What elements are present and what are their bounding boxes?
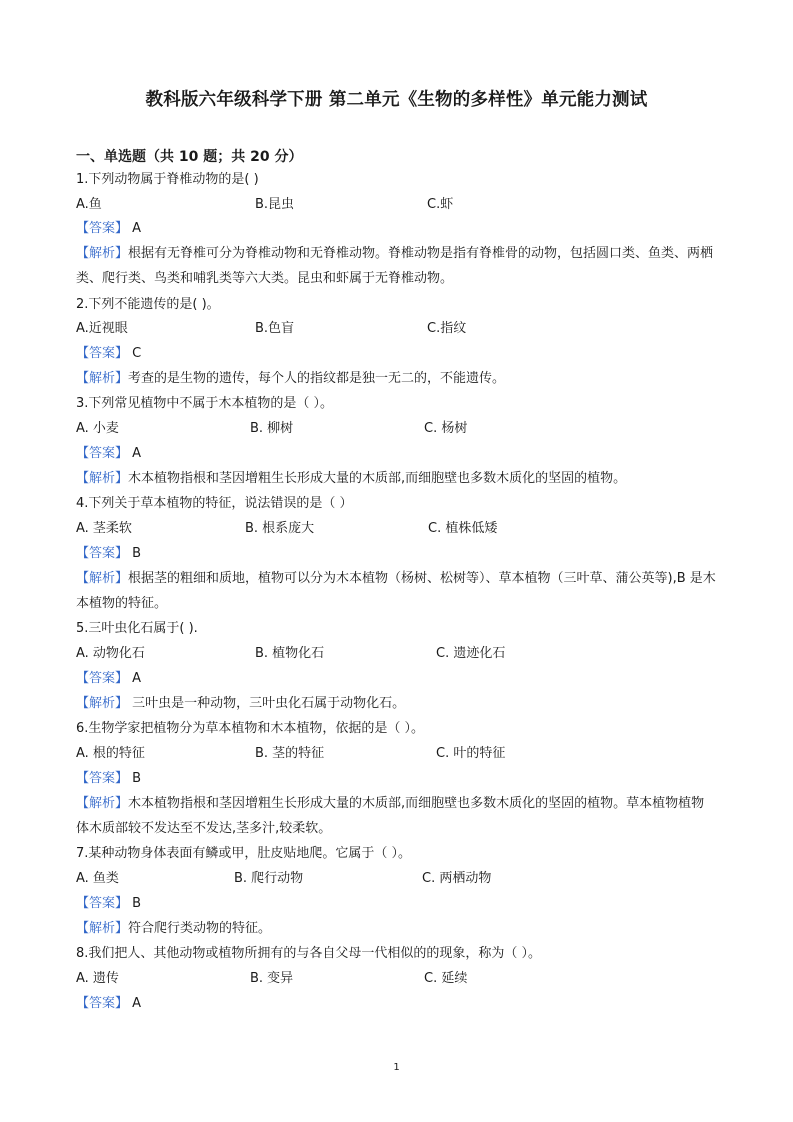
analysis-tag: 【解析】	[76, 921, 129, 936]
answer-tag: 【答案】	[76, 671, 129, 686]
answer-tag: 【答案】	[76, 546, 129, 561]
q3-answer: 【答案】 A	[76, 446, 142, 461]
q6-answer: 【答案】 B	[76, 771, 142, 786]
q1-analysis: 【解析】根据有无脊椎可分为脊椎动物和无脊椎动物。脊椎动物是指有脊椎骨的动物，包括圆口类、鱼类、两栖类、爬行类、鸟类和哺乳类等六大类。昆虫和虾属于无脊椎动物。	[76, 246, 714, 286]
q8-answer: 【答案】 A	[76, 996, 142, 1011]
answer-tag: 【答案】	[76, 221, 129, 236]
question-1: 1.下列动物属于脊椎动物的是( )	[76, 172, 259, 187]
q1-option-b: B.昆虫	[255, 197, 295, 212]
q5-option-b: B. 植物化石	[255, 646, 325, 661]
q1-option-a: A.鱼	[76, 197, 102, 212]
analysis-tag: 【解析】	[76, 571, 129, 586]
q3-analysis: 【解析】木本植物指根和茎因增粗生长形成大量的木质部,而细胞壁也多数木质化的坚固的植物。	[76, 471, 627, 486]
q7-answer: 【答案】 B	[76, 896, 142, 911]
q2-analysis: 【解析】考查的是生物的遗传，每个人的指纹都是独一无二的，不能遗传。	[76, 371, 506, 386]
q7-option-b: B. 爬行动物	[234, 871, 304, 886]
analysis-tag: 【解析】	[76, 471, 129, 486]
answer-tag: 【答案】	[76, 346, 129, 361]
q3-option-c: C. 杨树	[424, 421, 468, 436]
q8-option-c: C. 延续	[424, 971, 468, 986]
q2-option-b: B.色盲	[255, 321, 295, 336]
answer-tag: 【答案】	[76, 996, 129, 1011]
question-8: 8.我们把人、其他动物或植物所拥有的与各自父母一代相似的的现象，称为（ ）。	[76, 946, 542, 961]
q4-option-a: A. 茎柔软	[76, 521, 132, 536]
q5-option-c: C. 遗迹化石	[436, 646, 506, 661]
q5-option-a: A. 动物化石	[76, 646, 145, 661]
analysis-tag: 【解析】	[76, 696, 129, 711]
page-title: 教科版六年级科学下册 第二单元《生物的多样性》单元能力测试	[145, 90, 648, 110]
q7-option-a: A. 鱼类	[76, 871, 119, 886]
q7-analysis: 【解析】符合爬行类动物的特征。	[76, 921, 272, 936]
question-7: 7.某种动物身体表面有鳞或甲，肚皮贴地爬。它属于（ ）。	[76, 846, 412, 861]
q4-answer: 【答案】 B	[76, 546, 142, 561]
q6-option-c: C. 叶的特征	[436, 746, 506, 761]
question-5: 5.三叶虫化石属于( ).	[76, 621, 198, 636]
answer-tag: 【答案】	[76, 896, 129, 911]
question-2: 2.下列不能遗传的是( )。	[76, 297, 220, 312]
question-6: 6.生物学家把植物分为草本植物和木本植物，依据的是（ ）。	[76, 721, 425, 736]
analysis-tag: 【解析】	[76, 371, 129, 386]
analysis-tag: 【解析】	[76, 796, 129, 811]
answer-tag: 【答案】	[76, 446, 129, 461]
q3-option-b: B. 柳树	[250, 421, 294, 436]
q7-option-c: C. 两栖动物	[422, 871, 492, 886]
page-number: 1	[393, 1062, 400, 1073]
q6-option-b: B. 茎的特征	[255, 746, 325, 761]
answer-tag: 【答案】	[76, 771, 129, 786]
question-3: 3.下列常见植物中不属于木本植物的是（ ）。	[76, 396, 334, 411]
q6-analysis: 【解析】木本植物指根和茎因增粗生长形成大量的木质部,而细胞壁也多数木质化的坚固的植物。草本植物植物体木质部较不发达至不发达,茎多汁,较柔软。	[76, 796, 705, 836]
q3-option-a: A. 小麦	[76, 421, 119, 436]
section-heading: 一、单选题（共 10 题；共 20 分）	[76, 149, 303, 165]
q4-option-c: C. 植株低矮	[428, 521, 498, 536]
q2-option-a: A.近视眼	[76, 321, 128, 336]
q6-option-a: A. 根的特征	[76, 746, 145, 761]
q4-option-b: B. 根系庞大	[245, 521, 315, 536]
q2-answer: 【答案】 C	[76, 346, 142, 361]
q5-answer: 【答案】 A	[76, 671, 142, 686]
q8-option-b: B. 变异	[250, 971, 294, 986]
analysis-tag: 【解析】	[76, 246, 129, 261]
question-4: 4.下列关于草本植物的特征，说法错误的是（ ）	[76, 496, 353, 511]
q1-option-c: C.虾	[427, 197, 454, 212]
q2-option-c: C.指纹	[427, 321, 467, 336]
q4-analysis: 【解析】根据茎的粗细和质地，植物可以分为木本植物（杨树、松树等）、草本植物（三叶草、蒲公英等),B 是木本植物的特征。	[76, 571, 716, 611]
q8-option-a: A. 遗传	[76, 971, 119, 986]
q1-answer: 【答案】 A	[76, 221, 142, 236]
q5-analysis: 【解析】 三叶虫是一种动物，三叶虫化石属于动物化石。	[76, 696, 406, 711]
